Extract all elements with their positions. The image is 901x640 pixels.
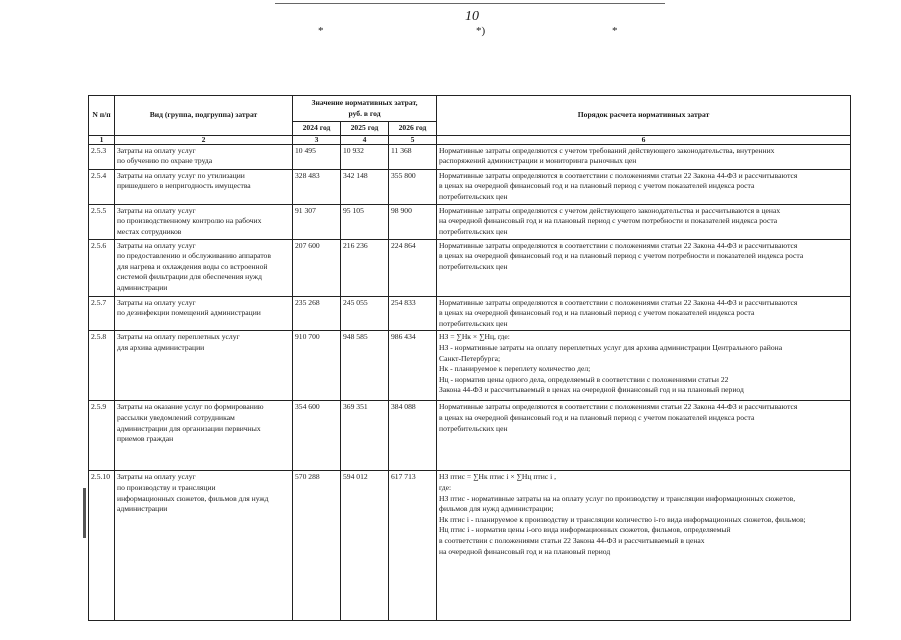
procedure-line: распоряжений администрации и мониторинга рыночных цен xyxy=(439,156,637,166)
cost-type xyxy=(115,144,293,169)
cost-2025: 948 585 xyxy=(341,331,389,401)
calc-procedure xyxy=(437,296,851,331)
scan-edge-mark xyxy=(83,488,86,538)
cost-2024: 207 600 xyxy=(293,239,341,296)
column-number: 5 xyxy=(389,135,437,144)
scan-mark: * xyxy=(612,25,618,37)
cost-type-line: Затраты на оплату переплетных услуг xyxy=(117,332,240,342)
procedure-line: Санкт-Петербурга; xyxy=(439,353,501,363)
cost-type-line: Затраты на оплату услуг xyxy=(117,472,196,482)
cost-2025: 245 055 xyxy=(341,296,389,331)
procedure-line: Нормативные затраты определяются в соответствии с положениями статьи 22 Закона 44-ФЗ и рассчитываются xyxy=(439,297,798,307)
cost-2025: 10 932 xyxy=(341,144,389,169)
cost-type xyxy=(115,471,293,621)
procedure-line: потребительских цен xyxy=(439,226,508,236)
row-number: 2.5.5 xyxy=(89,204,115,239)
cost-type-line: по производству и трансляции xyxy=(117,482,216,492)
column-number: 2 xyxy=(115,135,293,144)
procedure-line: в соответствии с положениями статьи 22 Закона 44-ФЗ и рассчитываемый в ценах xyxy=(439,535,705,545)
cost-type-line: администрации xyxy=(117,504,168,514)
row-number: 2.5.4 xyxy=(89,169,115,204)
page-number: 10 xyxy=(465,9,479,24)
header-year-2026: 2026 год xyxy=(389,122,437,136)
row-number: 2.5.10 xyxy=(89,471,115,621)
scan-mark: * xyxy=(318,25,324,37)
procedure-line: Нц - норматив цены одного дела, определяемый в соответствии с положениями статьи 22 xyxy=(439,374,729,384)
column-number: 3 xyxy=(293,135,341,144)
calc-procedure xyxy=(437,239,851,296)
cost-2024: 10 495 xyxy=(293,144,341,169)
procedure-line: где: xyxy=(439,482,452,492)
procedure-line: потребительских цен xyxy=(439,423,508,433)
cost-2024: 235 268 xyxy=(293,296,341,331)
cost-2025: 342 148 xyxy=(341,169,389,204)
header-num: N п/п xyxy=(89,96,115,136)
cost-type xyxy=(115,239,293,296)
table-row xyxy=(89,144,851,169)
cost-type-line: по обучению по охране труда xyxy=(117,156,213,166)
table-row xyxy=(89,204,851,239)
cost-type-line: системой фильтрации для обеспечения нужд xyxy=(117,272,263,282)
procedure-line: Нормативные затраты определяются в соответствии с положениями статьи 22 Закона 44-ФЗ и рассчитываются xyxy=(439,240,798,250)
cost-type-line: Затраты на оплату услуг xyxy=(117,297,196,307)
procedure-line: Нк птис i - планируемое к производству и трансляции количество i-го вида информационных сюжетов, фильмов; xyxy=(439,514,806,524)
calc-procedure xyxy=(437,331,851,401)
procedure-line: фильмов для нужд администрации; xyxy=(439,504,554,514)
table-row xyxy=(89,296,851,331)
cost-type-line: Затраты на оплату услуг xyxy=(117,240,196,250)
procedure-line: Нц птис i - норматив цены i-ого вида информационных сюжетов, фильмов, определяемый xyxy=(439,525,731,535)
calc-procedure xyxy=(437,144,851,169)
cost-type-line: Затраты на оплату услуг по утилизации xyxy=(117,170,245,180)
procedure-line: потребительских цен xyxy=(439,261,508,271)
cost-2026: 384 088 xyxy=(389,401,437,471)
procedure-line: Нк - планируемое к переплету количество дел; xyxy=(439,364,591,374)
cost-2024: 354 600 xyxy=(293,401,341,471)
cost-2025: 95 105 xyxy=(341,204,389,239)
procedure-line: потребительских цен xyxy=(439,318,508,328)
cost-2026: 224 864 xyxy=(389,239,437,296)
procedure-line: НЗ птис - нормативные затраты на на оплату услуг по производству и трансляции информационных сюжетов, xyxy=(439,493,796,503)
cost-type-line: рассылки уведомлений сотрудникам xyxy=(117,412,235,422)
cost-type xyxy=(115,401,293,471)
cost-type-line: для нагрева и охлаждения воды со встроенной xyxy=(117,261,268,271)
cost-type-line: пришедшего в непригодность имущества xyxy=(117,181,251,191)
procedure-line: Нормативные затраты определяются с учетом требований действующего законодательства, внутренних xyxy=(439,145,775,155)
cost-norms-table xyxy=(88,95,851,621)
procedure-line: на очередной финансовый год и на плановый период с учетом потребности и показателей индекса роста xyxy=(439,216,778,226)
cost-2024: 910 700 xyxy=(293,331,341,401)
calc-procedure xyxy=(437,471,851,621)
procedure-line: в ценах на очередной финансовый год и на плановый период с учетом показателей индекса роста xyxy=(439,181,755,191)
cost-type xyxy=(115,204,293,239)
procedure-line: в ценах на очередной финансовый год и на плановый период с учетом показателей индекса роста xyxy=(439,412,755,422)
row-number: 2.5.6 xyxy=(89,239,115,296)
cost-type-line: по предоставлению и обслуживанию аппаратов xyxy=(117,251,271,261)
table-row xyxy=(89,239,851,296)
calc-procedure xyxy=(437,204,851,239)
table-row xyxy=(89,471,851,621)
procedure-line: на очередной финансовый год и на плановый период xyxy=(439,546,611,556)
cost-type-line: по дезинфекции помещений администрации xyxy=(117,308,261,318)
cost-2026: 617 713 xyxy=(389,471,437,621)
procedure-line: в ценах на очередной финансовый год и на плановый период с учетом показателей индекса роста xyxy=(439,308,755,318)
cost-type-line: администрации для организации первичных xyxy=(117,423,261,433)
cost-2024: 570 288 xyxy=(293,471,341,621)
cost-type xyxy=(115,169,293,204)
scan-mark: *) xyxy=(476,25,486,37)
top-rule xyxy=(275,3,665,4)
cost-2026: 11 368 xyxy=(389,144,437,169)
header-values-line: Значение нормативных затрат, xyxy=(311,97,418,107)
table-row xyxy=(89,169,851,204)
cost-2024: 91 307 xyxy=(293,204,341,239)
procedure-line: Нормативные затраты определяются с учетом действующего законодательства и рассчитываются в ценах xyxy=(439,205,781,215)
column-number: 4 xyxy=(341,135,389,144)
procedure-line: НЗ - нормативные затраты на оплату переплетных услуг для архива администрации Центрального района xyxy=(439,342,783,352)
cost-2026: 98 900 xyxy=(389,204,437,239)
row-number: 2.5.3 xyxy=(89,144,115,169)
column-number: 6 xyxy=(437,135,851,144)
header-values xyxy=(293,96,437,122)
procedure-line: в ценах на очередной финансовый год и на плановый период с учетом потребности и показателей индекса роста xyxy=(439,251,804,261)
header-cost-type: Вид (группа, подгруппа) затрат xyxy=(115,96,293,136)
cost-2026: 355 800 xyxy=(389,169,437,204)
cost-type-line: Затраты на оплату услуг xyxy=(117,145,196,155)
cost-type-line: администрации xyxy=(117,282,168,292)
header-procedure: Порядок расчета нормативных затрат xyxy=(437,96,851,136)
procedure-line: потребительских цен xyxy=(439,191,508,201)
cost-2025: 369 351 xyxy=(341,401,389,471)
row-number: 2.5.7 xyxy=(89,296,115,331)
calc-procedure xyxy=(437,401,851,471)
column-number: 1 xyxy=(89,135,115,144)
table-row xyxy=(89,401,851,471)
header-values-line: руб. в год xyxy=(348,108,381,118)
cost-2025: 216 236 xyxy=(341,239,389,296)
procedure-line: Нормативные затраты определяются в соответствии с положениями статьи 22 Закона 44-ФЗ и рассчитываются xyxy=(439,402,798,412)
cost-type-line: Затраты на оплату услуг xyxy=(117,205,196,215)
cost-type-line: Затраты на оказание услуг по формированию xyxy=(117,402,264,412)
cost-2025: 594 012 xyxy=(341,471,389,621)
cost-type-line: приемов граждан xyxy=(117,434,174,444)
calc-procedure xyxy=(437,169,851,204)
row-number: 2.5.8 xyxy=(89,331,115,401)
formula-line: НЗ = ∑Нк × ∑Нц, где: xyxy=(439,332,510,342)
procedure-line: Закона 44-ФЗ и рассчитываемый в ценах на очередной финансовый год и на плановый период xyxy=(439,385,744,395)
table-row xyxy=(89,331,851,401)
row-number: 2.5.9 xyxy=(89,401,115,471)
cost-2024: 328 483 xyxy=(293,169,341,204)
cost-2026: 254 833 xyxy=(389,296,437,331)
formula-line: НЗ птис = ∑Нк птис i × ∑Нц птис i , xyxy=(439,472,556,482)
procedure-line: Нормативные затраты определяются в соответствии с положениями статьи 22 Закона 44-ФЗ и рассчитываются xyxy=(439,170,798,180)
cost-2026: 986 434 xyxy=(389,331,437,401)
cost-type-line: по производственному контролю на рабочих xyxy=(117,216,262,226)
header-year-2024: 2024 год xyxy=(293,122,341,136)
cost-type xyxy=(115,296,293,331)
cost-type-line: для архива администрации xyxy=(117,342,205,352)
header-year-2025: 2025 год xyxy=(341,122,389,136)
cost-type-line: местах сотрудников xyxy=(117,226,182,236)
cost-type-line: информационных сюжетов, фильмов для нужд xyxy=(117,493,269,503)
cost-type xyxy=(115,331,293,401)
